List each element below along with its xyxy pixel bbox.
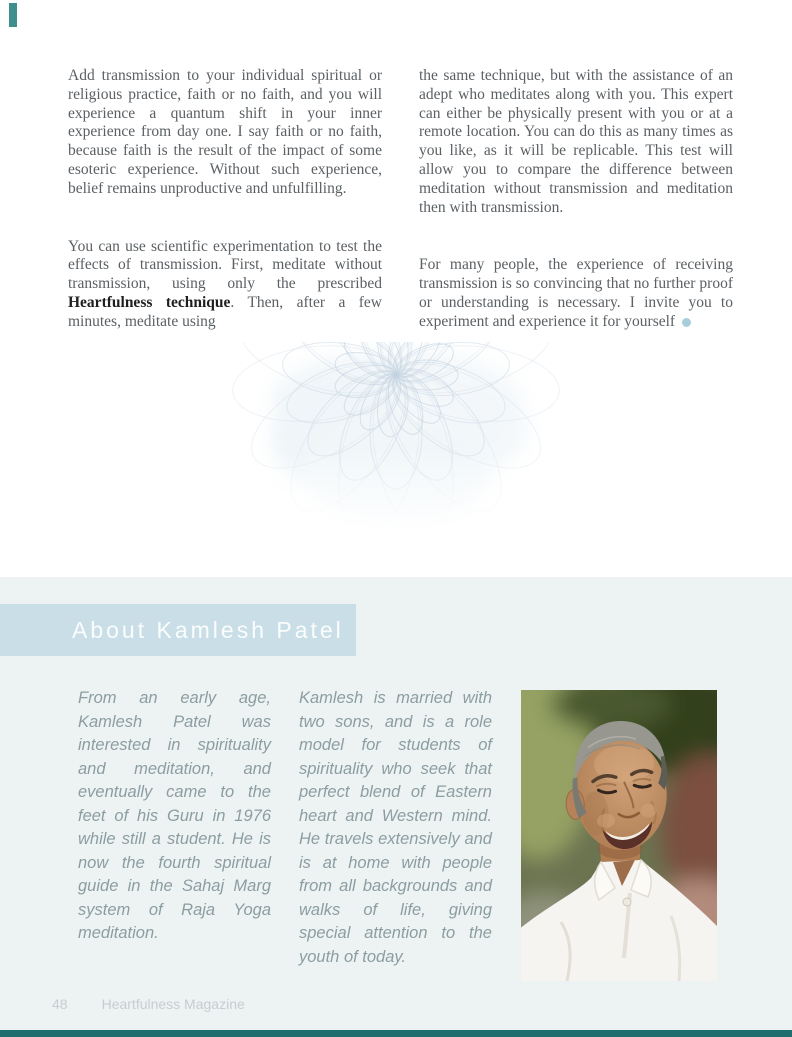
kamlesh-patel-photo [521,690,717,981]
article-paragraph [68,238,382,332]
about-paragraph: Kamlesh is married with two sons, and is a role model for students of spirituality who seek that perfect blend of Eastern heart and Western mind. He travels extensively and is at home with people from all backgrounds and walks of life, giving special attention to the youth of today. [299,689,492,966]
page-edge-tab-decoration [9,3,17,27]
lotus-mandala-graphic [226,342,560,547]
end-of-article-dot-icon [682,318,691,327]
paragraph-text: For many people, the experience of receiving transmission is so convincing that no further proof or understanding is necessary. I invite you to experiment and experience it for yourself [419,256,733,330]
about-paragraph: From an early age, Kamlesh Patel was interested in spirituality and meditation, and eventually came to the feet of his Guru in 1976 while still a student. He is now the fourth spiritual guide in the Sahaj Marg system of Raja Yoga meditation. [78,689,271,942]
paragraph-text: . Then, after a few minutes, meditate using [68,293,383,330]
bold-phrase: Heartfulness technique [68,293,231,311]
about-column-2 [299,687,492,969]
about-heading: About Kamlesh Patel [72,617,344,643]
page-footer [52,996,245,1012]
about-columns [78,687,492,969]
article-paragraph [419,256,733,331]
bottom-accent-bar [0,1030,792,1037]
about-section [0,577,792,1037]
article-paragraph: Add transmission to your individual spiritual or religious practice, faith or no faith, and you will experience a quantum shift in your inner experience from day one. I say faith or no faith, because faith is the result of the impact of some esoteric experience. Without such experience, belief remains unproductive and unfulfilling. [68,67,382,197]
about-banner [0,604,356,656]
article-column-left [68,67,382,332]
article-column-right [419,67,733,332]
magazine-name: Heartfulness Magazine [101,996,245,1012]
paragraph-text: You can use scientific experimentation to test the effects of transmission. First, meditate without transmission, using only the prescribed [68,237,382,293]
about-column-1 [78,687,271,969]
page-number: 48 [52,996,68,1012]
article-paragraph: the same technique, but with the assistance of an adept who meditates along with you. This expert can either be physically present with you or at a remote location. You can do this as many times as you like, as it will be replicable. This test will allow you to compare the difference between meditation without transmission and meditation then with transmission. [419,67,733,216]
article-section [68,67,734,332]
